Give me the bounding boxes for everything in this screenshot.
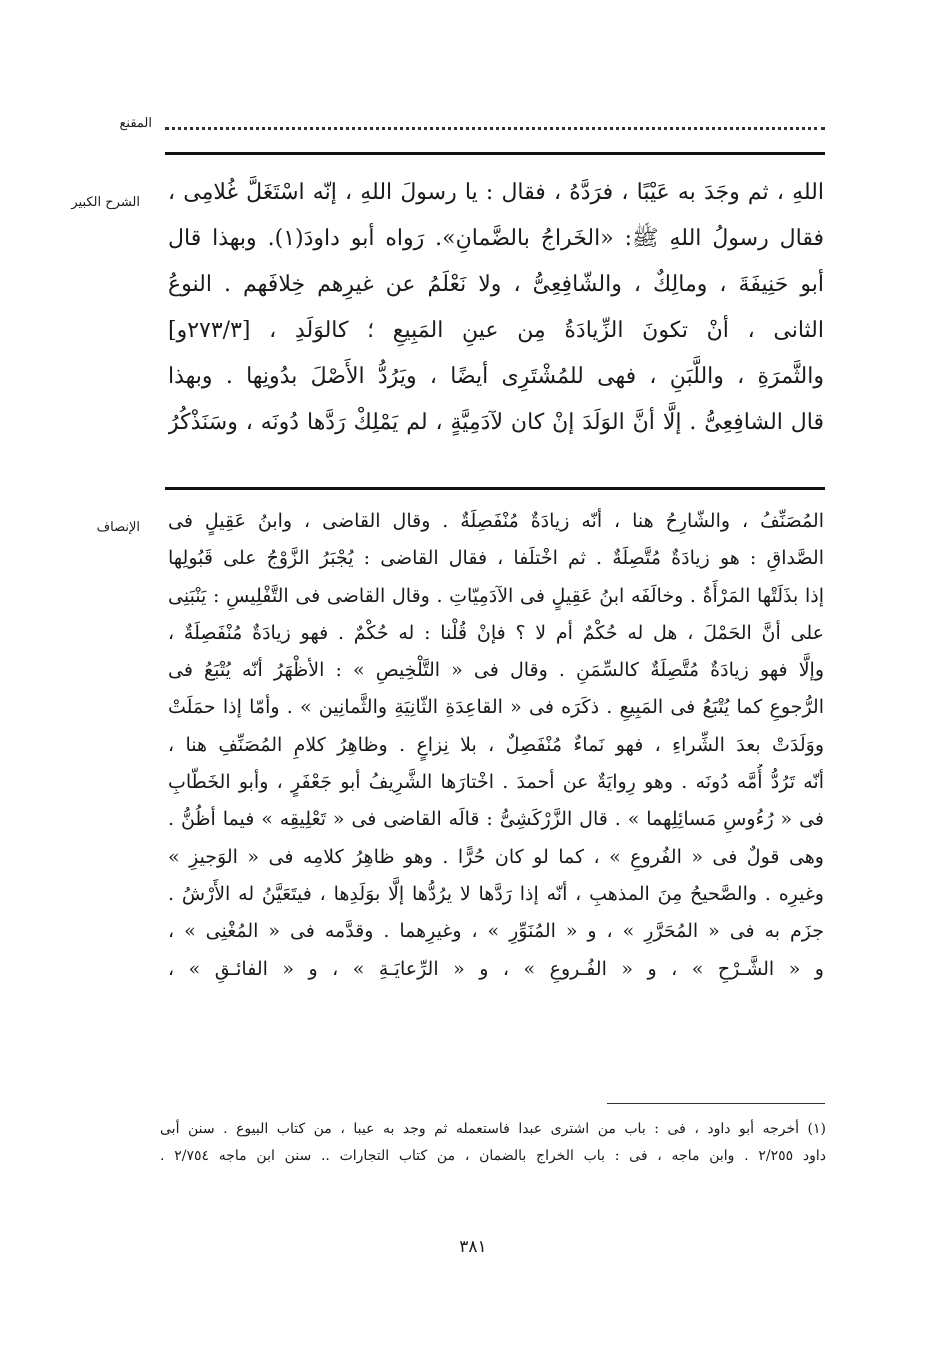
text-line: ووَلَدَتْ بعدَ الشِّراءِ ، فهو نَماءٌ مُنْفَصِلٌ ، بلا نِزاعٍ . وظاهِرُ كلامِ المُصَنِّفِ هنا ، <box>168 733 824 756</box>
text-line: قال الشافِعِىُّ . إلَّا أنَّ الوَلَدَ إنْ كان لآدَمِيَّةٍ ، لم يَمْلِكْ رَدَّها دُونَه ، وسَنَذْكُرُ <box>168 410 824 435</box>
text-line: أنّه تَرُدُّ أُمَّه دُونَه . وهو رِوايَةٌ عن أحمدَ . اخْتارَها الشَّرِيفُ أبو جَعْفَرٍ ، وأبو الخَطّابِ <box>168 771 824 794</box>
text-line: و « الشَّـرْحِ » ، و « الفُـروعِ » ، و « الرِّعايَـةِ » ، و « الفائـقِ » ، <box>168 957 824 980</box>
text-line: الصَّداقِ : هو زيادَةٌ مُتَّصِلَةٌ . ثم اخْتلَفا ، فقال القاضى : يُجْبَرُ الزَّوْجُ على قَبُولِها <box>168 547 824 570</box>
text-line: أبو حَنِيفَةَ ، ومالِكٌ ، والشّافِعِىُّ ، ولا نَعْلَمُ عن غيرِهم خِلافَهم . النوعُ <box>168 272 824 297</box>
text-line: وهى قولٌ فى « الفُروعِ » ، كما لو كان حُرًّا . وهو ظاهِرُ كلامِه فى « الوَجيزِ » <box>168 845 824 868</box>
page-number: ٣٨١ <box>459 1237 487 1257</box>
footnote-rule <box>607 1103 825 1104</box>
footnote-line: داود ٢/٢٥٥ . وابن ماجه ، فى : باب الخراج بالضمان ، من كتاب التجارات .. سنن ابن ماجه ٢/٧٥٤ . <box>160 1148 826 1164</box>
text-line: جزَم به فى « المُحَرَّرِ » ، و « المُنَوِّرِ » ، وغيرِهما . وقدَّمه فى « المُغْنِى » ، <box>168 920 824 943</box>
text-line: وإلَّا فهو زيادَةٌ مُتَّصِلَةٌ كالسِّمَنِ . وقال فى « التَّلْخِيصِ » : الأظْهَرُ أنّه يُتْبَعُ فى <box>168 659 824 682</box>
text-line: على أنَّ الحَمْلَ ، هل له حُكْمٌ أم لا ؟ فإنْ قُلْنا : له حُكْمٌ . فهو زيادَةٌ مُنْفَصِلَةٌ ، <box>168 621 824 644</box>
text-line: الثانى ، أنْ تكونَ الزِّيادَةُ مِن عينِ المَبِيعِ ؛ كالوَلَدِ ، [٢٧٣/٣و] <box>168 318 824 343</box>
text-line: والثَّمرَةِ ، واللَّبَنِ ، فهى للمُشْتَرِى أيضًا ، ويَرُدُّ الأَصْلَ بدُونِها . وبهذا <box>168 364 824 389</box>
text-line: فى « رُءُوسِ مَسائِلِهما » . قال الزَّرْكَشِىُّ : قالَه القاضى فى « تَعْلِيقِه » فيما أظُنُّ . <box>168 808 824 831</box>
text-line: إذا بذَلَتْها المَرْأَةُ . وخالَفَه ابنُ عَقِيلٍ فى الآدَمِيّاتِ . وقال القاضى فى التَّفْلِيسِ : يَنْبَنِى <box>168 584 824 607</box>
text-line: الرُّجوعِ كما يُتْبَعُ فى المَبِيعِ . ذكَرَه فى « القاعِدَةِ الثّانِيَةِ والثَّمانِين » . وأمّا إذا حمَلَتْ <box>168 696 824 719</box>
footnotes <box>160 1116 826 1170</box>
text-line: فقال رسولُ اللهِ ﷺ: «الخَراجُ بالضَّمانِ». رَواه أبو داودَ(١). وبهذا قال <box>168 226 824 251</box>
header-rule <box>165 152 825 155</box>
section-divider <box>165 487 825 490</box>
running-title: المقنع <box>119 116 152 131</box>
text-line: المُصَنِّفُ ، والشّارِحُ هنا ، أنّه زيادَةٌ مُنْفَصِلَةٌ . وقال القاضى ، وابنُ عَقِيلٍ فى <box>168 510 824 532</box>
insaf-section-label: الإنصاف <box>96 520 140 535</box>
text-line: اللهِ ، ثم وجَدَ به عَيْبًا ، فرَدَّهُ ، فقال : يا رسولَ اللهِ ، إنّه اسْتَغَلَّ غُلامِى ، <box>168 180 824 205</box>
footnote-line: (١) أخرجه أبو داود ، فى : باب من اشترى عبدا فاستعمله ثم وجد به عيبا ، من كتاب البيوع . سنن أبى <box>160 1121 826 1137</box>
dotted-rule <box>165 127 825 130</box>
sharh-text <box>168 170 824 446</box>
text-line: وغيرِه . والصَّحيحُ مِنَ المذهبِ ، أنّه إذا رَدَّها لا يرُدُّها إلَّا بوَلَدِها ، فيتَعَيَّنُ له الأَرْشُ . <box>168 882 824 905</box>
insaf-text <box>168 503 824 988</box>
sharh-section-label: الشرح الكبير <box>71 195 140 210</box>
